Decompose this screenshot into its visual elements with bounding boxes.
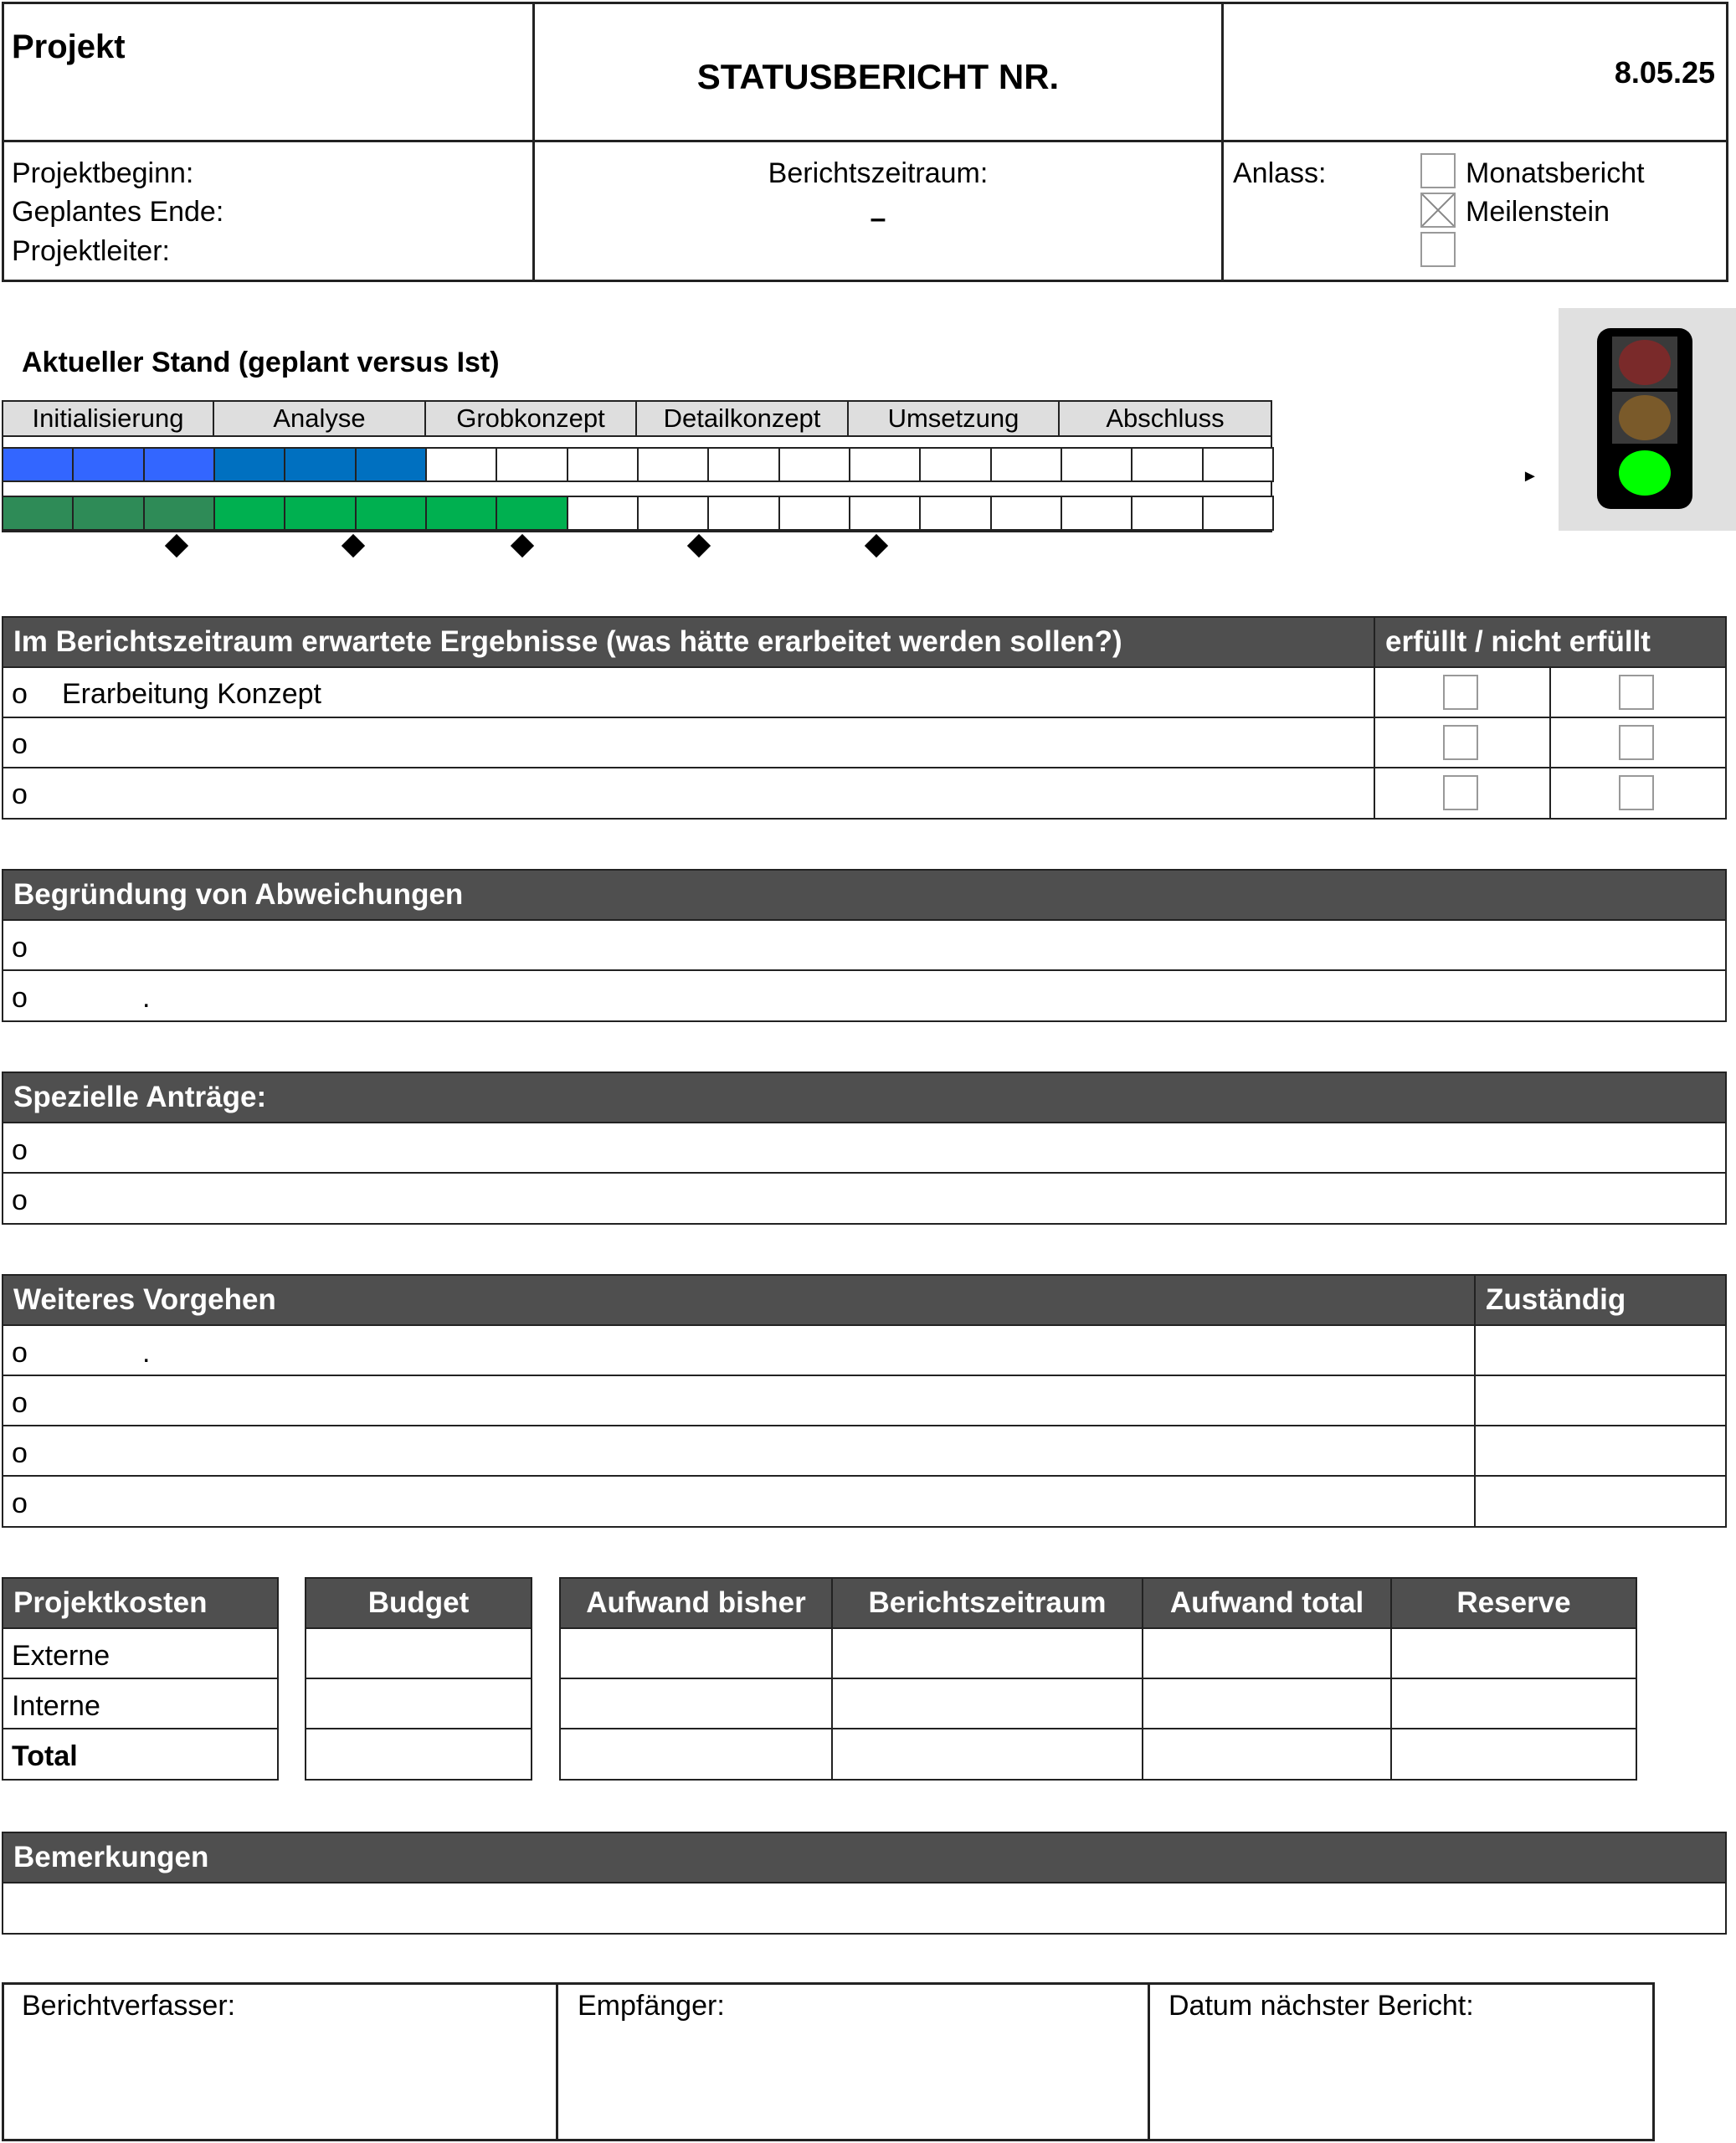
- zustaendig-cell: [1474, 1324, 1727, 1376]
- meilenstein-checkbox[interactable]: [1420, 193, 1456, 228]
- phase-detailkonzept: Detailkonzept: [635, 400, 849, 437]
- zustaendig-cell: [1474, 1425, 1727, 1477]
- kosten-cell: [559, 1627, 833, 1679]
- phase-abschluss: Abschluss: [1058, 400, 1272, 437]
- phase-grobkonzept: Grobkonzept: [424, 400, 637, 437]
- antraege-header: Spezielle Anträge:: [2, 1072, 1727, 1123]
- gantt-actual-cell: [496, 496, 568, 531]
- gantt-planned-cell: [496, 447, 568, 482]
- budget-header: Budget: [305, 1577, 532, 1629]
- traffic-light-red: [1612, 337, 1677, 388]
- gantt-planned-cell: [919, 447, 991, 482]
- status-arrow-icon: ►: [1522, 467, 1538, 486]
- geplantes-ende-label: Geplantes Ende:: [12, 196, 224, 228]
- verfasser-label: Berichtverfasser:: [22, 1990, 236, 2022]
- gantt-planned-cell: [2, 447, 74, 482]
- gantt-planned-cell: [72, 447, 144, 482]
- vorgehen-text: .: [142, 1337, 151, 1369]
- kosten-header: Projektkosten: [2, 1577, 279, 1629]
- abweichungen-row: [2, 969, 1727, 1022]
- kosten-row-interne: Interne: [12, 1690, 100, 1722]
- berichtszeitraum-value: –: [870, 203, 886, 234]
- vorgehen-bullet: o: [12, 1437, 28, 1469]
- vorgehen-bullet: o: [12, 1337, 28, 1369]
- antraege-row: [2, 1122, 1727, 1174]
- anlass-other-checkbox[interactable]: [1420, 232, 1456, 267]
- gantt-planned-cell: [143, 447, 215, 482]
- aufwand-total-header: Aufwand total: [1142, 1577, 1392, 1629]
- status-title: Aktueller Stand (geplant versus Ist): [22, 347, 500, 378]
- traffic-light-green: [1612, 447, 1677, 499]
- report-date: 8.05.25: [1614, 55, 1715, 90]
- abweichungen-row: [2, 919, 1727, 971]
- report-title: STATUSBERICHT NR.: [696, 57, 1060, 96]
- nicht-erfuellt-checkbox[interactable]: [1619, 775, 1654, 810]
- phase-analyse: Analyse: [213, 400, 426, 437]
- berichtszeitraum-label: Berichtszeitraum:: [768, 157, 989, 189]
- kosten-row-externe: Externe: [12, 1640, 110, 1672]
- abweichungen-bullet: o: [12, 932, 28, 964]
- aufwand-bisher-header: Aufwand bisher: [559, 1577, 833, 1629]
- antraege-row: [2, 1172, 1727, 1225]
- nicht-erfuellt-checkbox[interactable]: [1619, 675, 1654, 710]
- empfaenger-label: Empfänger:: [578, 1990, 725, 2022]
- erfuellt-header: erfüllt / nicht erfüllt: [1374, 616, 1727, 668]
- gantt-actual-cell: [849, 496, 921, 531]
- ergebnisse-bullet: o: [12, 728, 28, 760]
- kosten-row-total: Total: [12, 1740, 78, 1772]
- vorgehen-row: [2, 1475, 1476, 1528]
- meilenstein-label: Meilenstein: [1466, 196, 1610, 228]
- milestone-diamond-icon: [865, 534, 888, 558]
- datum-naechster-bericht-label: Datum nächster Bericht:: [1168, 1990, 1474, 2022]
- gantt-planned-cell: [778, 447, 850, 482]
- gantt-actual-cell: [637, 496, 709, 531]
- gantt-planned-cell: [355, 447, 427, 482]
- kosten-cell: [1390, 1627, 1637, 1679]
- gantt-actual-cell: [567, 496, 639, 531]
- kosten-cell: [559, 1728, 833, 1781]
- vorgehen-bullet: o: [12, 1488, 28, 1519]
- traffic-light-yellow: [1612, 392, 1677, 444]
- zustaendig-cell: [1474, 1475, 1727, 1528]
- abweichungen-header: Begründung von Abweichungen: [2, 869, 1727, 921]
- gantt-planned-cell: [425, 447, 497, 482]
- bemerkungen-field[interactable]: [2, 1882, 1727, 1935]
- gantt-actual-cell: [707, 496, 779, 531]
- gantt-actual-cell: [1202, 496, 1274, 531]
- projektbeginn-label: Projektbeginn:: [12, 157, 194, 189]
- bemerkungen-header: Bemerkungen: [2, 1832, 1727, 1883]
- kosten-cell: [559, 1678, 833, 1729]
- nicht-erfuellt-checkbox[interactable]: [1619, 725, 1654, 760]
- gantt-actual-cell: [1131, 496, 1203, 531]
- header-project-cell: [2, 2, 535, 142]
- gantt-planned-cell: [1202, 447, 1274, 482]
- ergebnisse-bullet: o: [12, 678, 28, 710]
- vorgehen-header: Weiteres Vorgehen: [2, 1274, 1476, 1326]
- traffic-light-icon: [1597, 328, 1692, 509]
- gantt-actual-cell: [284, 496, 356, 531]
- gantt-planned-cell: [990, 447, 1062, 482]
- kosten-cell: [831, 1678, 1143, 1729]
- milestone-diamond-icon: [342, 534, 365, 558]
- milestone-diamond-icon: [687, 534, 711, 558]
- gantt-actual-cell: [778, 496, 850, 531]
- ergebnisse-text: Erarbeitung Konzept: [62, 678, 321, 710]
- gantt-planned-cell: [637, 447, 709, 482]
- budget-cell: [305, 1627, 532, 1679]
- milestone-diamond-icon: [165, 534, 188, 558]
- abweichungen-text: .: [142, 982, 151, 1014]
- gantt-actual-cell: [1061, 496, 1133, 531]
- erfuellt-checkbox[interactable]: [1443, 675, 1478, 710]
- vorgehen-row: [2, 1425, 1476, 1477]
- projektleiter-label: Projektleiter:: [12, 235, 170, 267]
- kosten-cell: [1142, 1678, 1392, 1729]
- kosten-cell: [1390, 1728, 1637, 1781]
- kosten-cell: [1390, 1678, 1637, 1729]
- budget-cell: [305, 1678, 532, 1729]
- monatsbericht-label: Monatsbericht: [1466, 157, 1645, 189]
- gantt-planned-cell: [1131, 447, 1203, 482]
- berichtszeitraum-header: Berichtszeitraum: [831, 1577, 1143, 1629]
- gantt-actual-cell: [919, 496, 991, 531]
- gantt-planned-cell: [284, 447, 356, 482]
- monatsbericht-checkbox[interactable]: [1420, 153, 1456, 188]
- gantt-actual-cell: [990, 496, 1062, 531]
- gantt-actual-cell: [355, 496, 427, 531]
- phase-initialisierung: Initialisierung: [2, 400, 214, 437]
- ergebnisse-header: Im Berichtszeitraum erwartete Ergebnisse (was hätte erarbeitet werden sollen?): [2, 616, 1375, 668]
- zustaendig-cell: [1474, 1375, 1727, 1426]
- erfuellt-checkbox[interactable]: [1443, 725, 1478, 760]
- vorgehen-row: [2, 1324, 1476, 1376]
- checkbox-cross-icon: [1422, 194, 1454, 226]
- gantt-actual-cell: [213, 496, 285, 531]
- gantt-planned-cell: [213, 447, 285, 482]
- budget-cell: [305, 1728, 532, 1781]
- project-label: Projekt: [12, 28, 126, 65]
- erfuellt-checkbox[interactable]: [1443, 775, 1478, 810]
- kosten-cell: [831, 1627, 1143, 1679]
- vorgehen-row: [2, 1375, 1476, 1426]
- reserve-header: Reserve: [1390, 1577, 1637, 1629]
- gantt-planned-cell: [1061, 447, 1133, 482]
- ergebnisse-bullet: o: [12, 779, 28, 810]
- gantt-actual-cell: [425, 496, 497, 531]
- anlass-label: Anlass:: [1233, 157, 1327, 189]
- antraege-bullet: o: [12, 1185, 28, 1216]
- zustaendig-header: Zuständig: [1474, 1274, 1727, 1326]
- gantt-actual-cell: [2, 496, 74, 531]
- milestone-diamond-icon: [511, 534, 534, 558]
- gantt-planned-cell: [707, 447, 779, 482]
- traffic-light-panel: [1559, 308, 1736, 531]
- kosten-cell: [831, 1728, 1143, 1781]
- antraege-bullet: o: [12, 1134, 28, 1166]
- gantt-actual-cell: [143, 496, 215, 531]
- gantt-planned-cell: [849, 447, 921, 482]
- vorgehen-bullet: o: [12, 1387, 28, 1419]
- ergebnisse-row: [2, 767, 1375, 820]
- phase-umsetzung: Umsetzung: [847, 400, 1060, 437]
- gantt-planned-cell: [567, 447, 639, 482]
- kosten-cell: [1142, 1728, 1392, 1781]
- gantt-actual-cell: [72, 496, 144, 531]
- abweichungen-bullet: o: [12, 982, 28, 1014]
- kosten-cell: [1142, 1627, 1392, 1679]
- ergebnisse-row: [2, 717, 1375, 768]
